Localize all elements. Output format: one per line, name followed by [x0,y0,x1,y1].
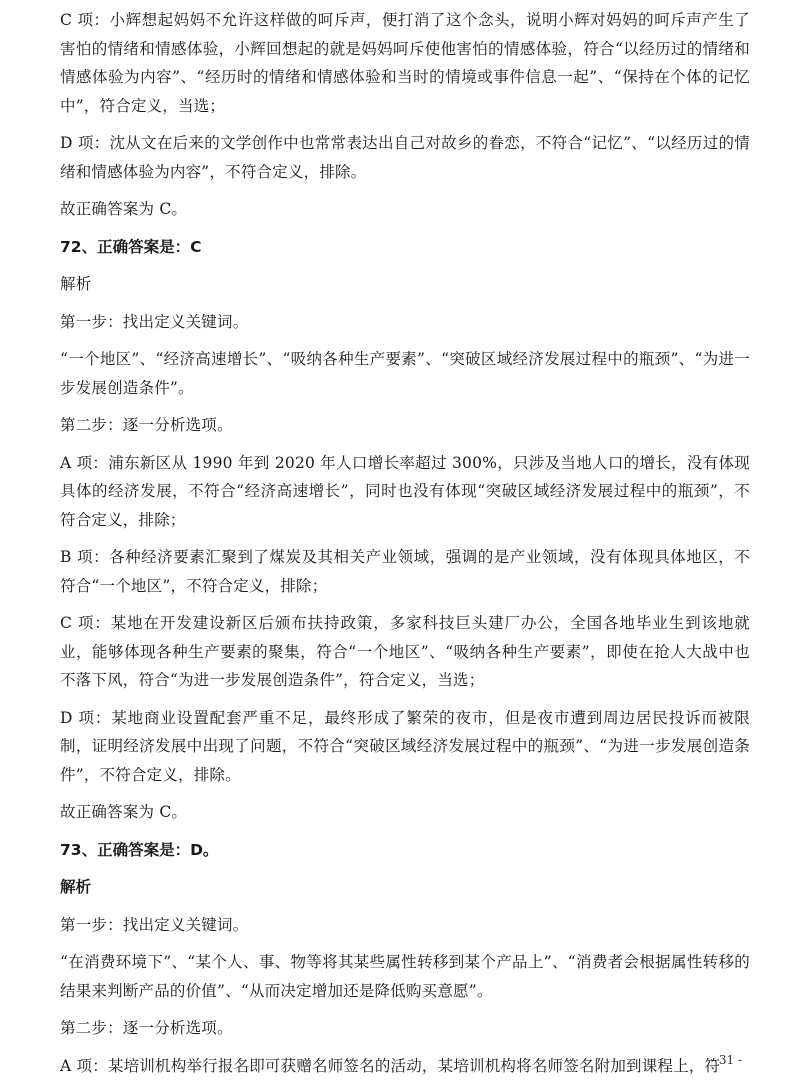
analysis-label: 解析 [60,275,92,293]
paragraph-option-d: D 项：某地商业设置配套严重不足，最终形成了繁荣的夜市，但是夜市遭到周边居民投诉而被限制，证明经济发展中出现了问题，不符合“突破区域经济发展过程中的瓶颈”、“为进一步发展创造条件”，不符合定义，排除。 [60,708,750,784]
paragraph-answer-conclusion: 故正确答案为 C。 [60,200,188,218]
keywords: “一个地区”、“经济高速增长”、“吸纳各种生产要素”、“突破区域经济发展过程中的瓶颈”、“为进一步发展创造条件”。 [60,350,750,397]
analysis-label: 解析 [60,878,92,896]
paragraph-option-c: C 项：某地在开发建设新区后颁布扶持政策，多家科技巨头建厂办公，全国各地毕业生到该地就业，能够体现各种生产要素的聚集，符合“一个地区”、“吸纳各种生产要素”，即使在抢人大战中也不落下风，符合“为进一步发展创造条件”，符合定义，当选； [60,614,750,689]
paragraph-option-b: B 项：各种经济要素汇聚到了煤炭及其相关产业领域，强调的是产业领域，没有体现具体地区，不符合“一个地区”，不符合定义，排除； [60,548,750,595]
step-two: 第二步：逐一分析选项。 [60,1019,233,1037]
step-one: 第一步：找出定义关键词。 [60,915,249,934]
document-page [60,6,750,1089]
paragraph-option-d: D 项：沈从文在后来的文学创作中也常常表达出自己对故乡的眷恋，不符合“记忆”、“以经历过的情绪和情感体验为内容”，不符合定义，排除。 [60,134,750,181]
question-72-heading: 72、正确答案是：C [60,237,202,256]
page-number: - 31 - [710,1053,742,1067]
paragraph-option-a: A 项：某培训机构举行报名即可获赠名师签名的活动，某培训机构将名师签名附加到课程上，符 [60,1056,721,1075]
paragraph-option-a: A 项：浦东新区从 1990 年到 2020 年人口增长率超过 300%，只涉及当地人口的增长，没有体现具体的经济发展，不符合“经济高速增长”，同时也没有体现“突破区域经济发展过程中的瓶颈”，不符合定义，排除； [60,453,750,529]
question-73-heading: 73、正确答案是：D。 [60,840,219,859]
keywords: “在消费环境下”、“某个人、事、物等将其某些属性转移到某个产品上”、“消费者会根据属性转移的结果来判断产品的价值”、“从而决定增加还是降低购买意愿”。 [60,953,750,1000]
step-one: 第一步：找出定义关键词。 [60,312,249,331]
step-two: 第二步：逐一分析选项。 [60,416,233,434]
paragraph-option-c: C 项：小辉想起妈妈不允许这样做的呵斥声，便打消了这个念头，说明小辉对妈妈的呵斥声产生了害怕的情绪和情感体验，小辉回想起的就是妈妈呵斥使他害怕的情感体验，符合“以经历过的情绪和情感体验为内容”、“经历时的情绪和情感体验和当时的情境或事件信息一起”、“保持在个体的记忆中”，符合定义，当选； [60,11,750,115]
paragraph-answer-conclusion: 故正确答案为 C。 [60,803,188,821]
